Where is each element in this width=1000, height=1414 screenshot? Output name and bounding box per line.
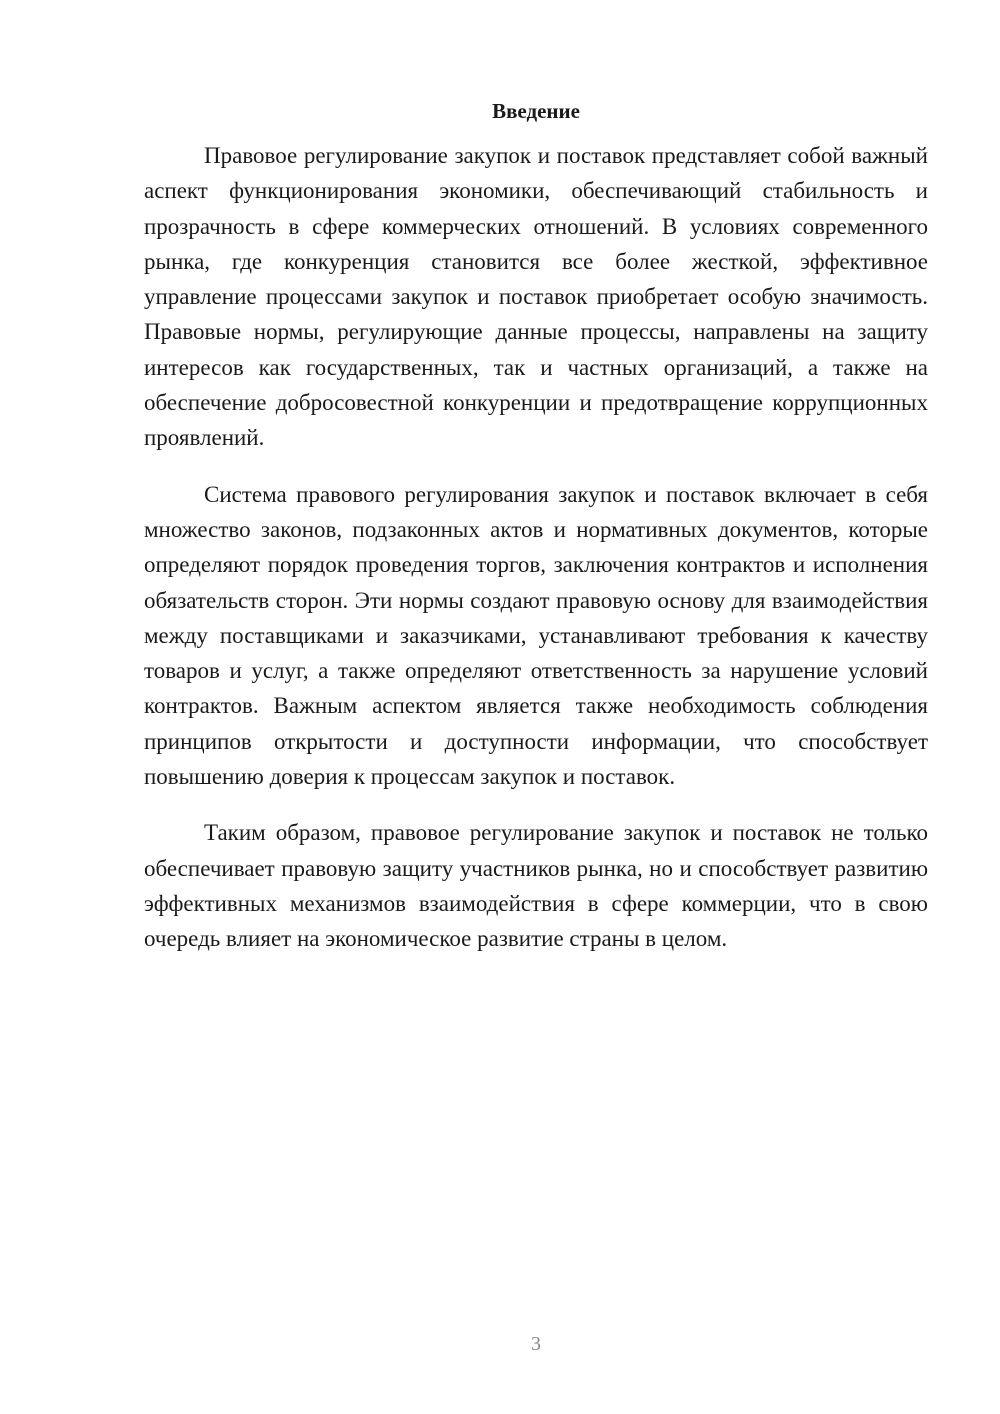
page-number: 3 — [531, 1333, 541, 1355]
section-title: Введение — [492, 99, 580, 123]
document-body — [144, 96, 928, 978]
paragraph-1: Правовое регулирование закупок и поставок представляет собой важный аспект функционирования экономики, обеспечивающий стабильность и прозрачность в сфере коммерческих отношений. В условиях современного рынка, где конкуренция становится все более жесткой, эффективное управление процессами закупок и поставок приобретает особую значимость. Правовые нормы, регулирующие данные процессы, направлены на защиту интересов как государственных, так и частных организаций, а также на обеспечение добросовестной конкуренции и предотвращение коррупционных проявлений. — [144, 143, 928, 451]
paragraph-2: Система правового регулирования закупок и поставок включает в себя множество законов, подзаконных актов и нормативных документов, которые определяют порядок проведения торгов, заключения контрактов и исполнения обязательств сторон. Эти нормы создают правовую основу для взаимодействия между поставщиками и заказчиками, устанавливают требования к качеству товаров и услуг, а также определяют ответственность за нарушение условий контрактов. Важным аспектом является также необходимость соблюдения принципов открытости и доступности информации, что способствует повышению доверия к процессам закупок и поставок. — [144, 481, 928, 790]
paragraph-3: Таким образом, правовое регулирование закупок и поставок не только обеспечивает правовую защиту участников рынка, но и способствует развитию эффективных механизмов взаимодействия в сфере коммерции, что в свою очередь влияет на экономическое развитие страны в целом. — [144, 820, 928, 952]
